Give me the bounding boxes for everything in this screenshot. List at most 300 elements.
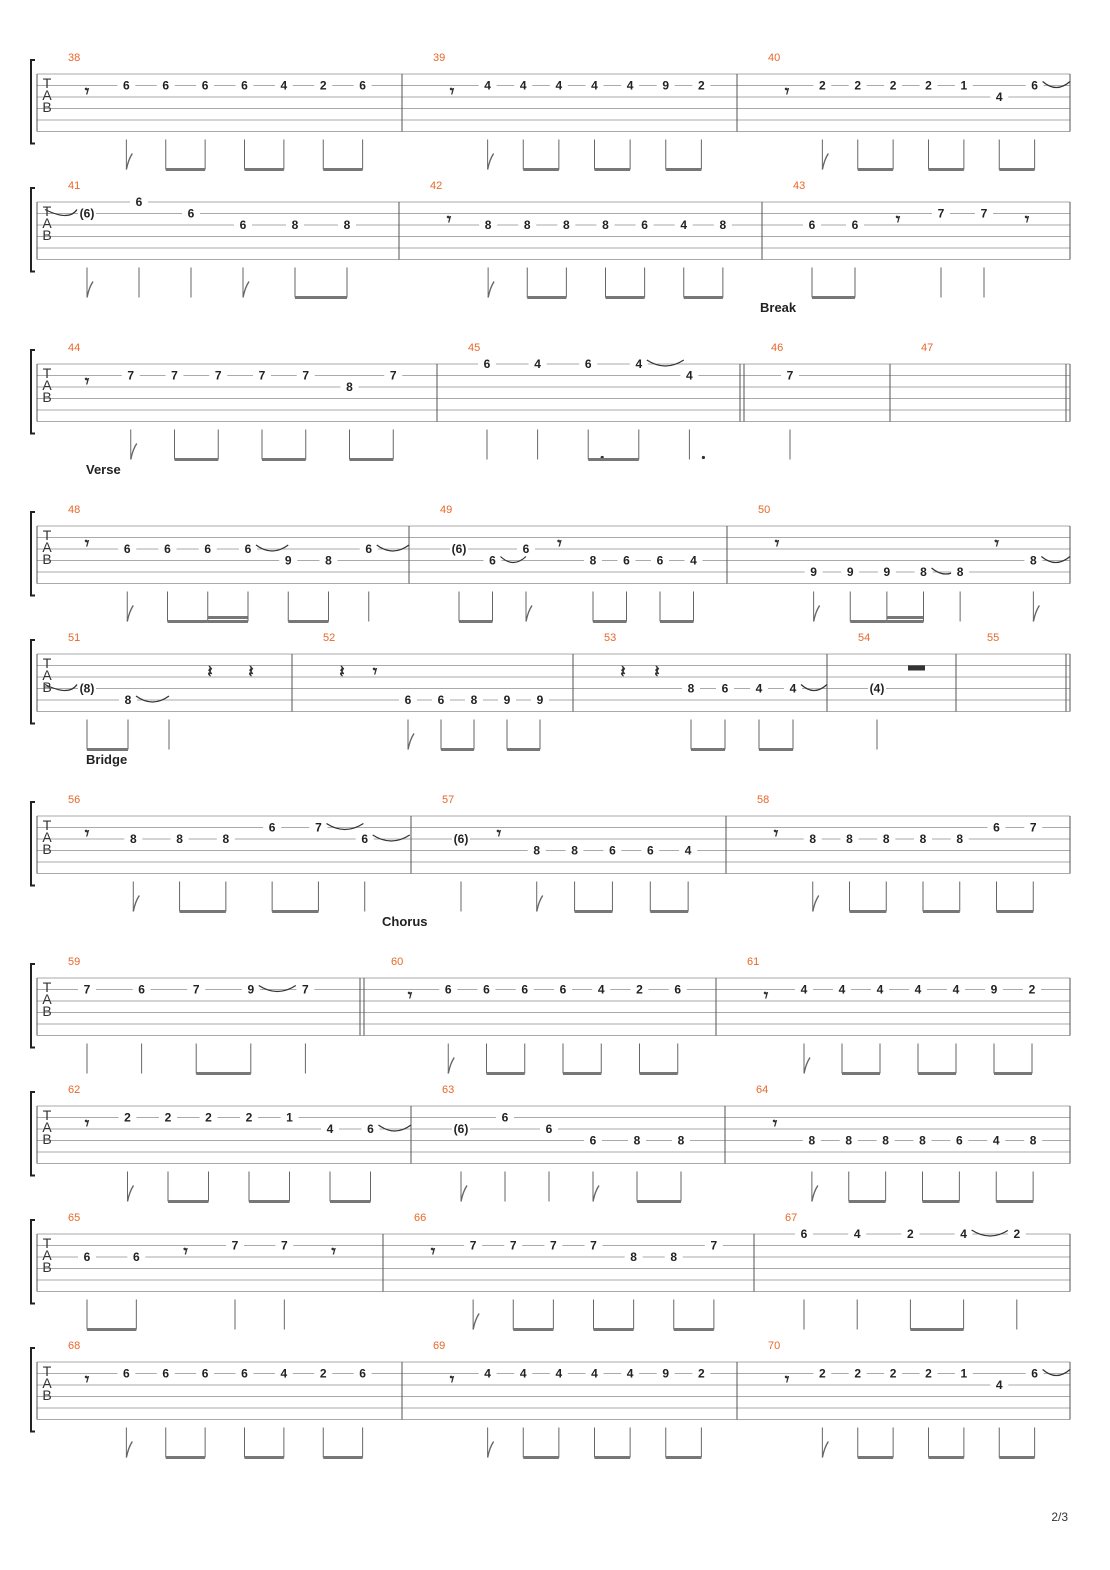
eighth-rest: 𝄾	[772, 1114, 778, 1133]
fret-number: 8	[589, 553, 597, 568]
fret-number: 4	[484, 1366, 491, 1381]
tab-clef-letter: T	[42, 1363, 52, 1379]
tab-clef-letter: T	[42, 527, 52, 543]
fret-number: 6	[162, 78, 170, 93]
quarter-rest: 𝄽	[207, 662, 213, 681]
tab-clef-letter: T	[42, 365, 52, 381]
fret-number: 6	[1031, 1366, 1038, 1381]
note-flag	[126, 1442, 132, 1458]
tab-measure	[440, 504, 727, 622]
fret-number: 6	[721, 681, 729, 696]
note-flag	[593, 1186, 599, 1202]
fret-number: 6	[437, 693, 445, 707]
measure-number: 49	[440, 504, 453, 516]
fret-number: 6	[244, 542, 252, 556]
tab-measure	[785, 1212, 1070, 1330]
tab-clef-letter: B	[42, 551, 52, 567]
tab-clef-letter: A	[42, 829, 52, 845]
eighth-rest: 𝄾	[372, 662, 378, 681]
fret-number: 2	[1028, 982, 1036, 997]
fret-number: 6	[993, 820, 1000, 835]
tab-measure	[37, 342, 437, 460]
fret-number: 7	[315, 820, 322, 835]
tie-arc	[136, 696, 169, 702]
eighth-rest: 𝄾	[774, 534, 780, 553]
eighth-rest: 𝄾	[496, 824, 502, 843]
tab-clef-letter: A	[42, 991, 52, 1007]
tab-system	[31, 1084, 1070, 1202]
measure-number: 56	[68, 794, 81, 806]
tab-system	[31, 180, 1070, 298]
eighth-rest: 𝄾	[784, 1370, 790, 1389]
note-flag	[131, 444, 137, 460]
tab-clef-letter: A	[42, 1119, 52, 1135]
fret-number: 8	[630, 1250, 637, 1264]
tie-arc	[373, 835, 410, 841]
fret-number: 6	[609, 843, 616, 858]
system-brace	[31, 1348, 35, 1432]
tab-measure	[858, 632, 956, 750]
tab-measure	[364, 956, 716, 1074]
fret-number: 6	[268, 820, 276, 835]
tab-clef-letter: B	[42, 1131, 52, 1147]
fret-number: 6	[444, 982, 452, 997]
fret-number: 7	[937, 206, 945, 221]
fret-number: 6	[559, 982, 567, 997]
eighth-rest: 𝄾	[84, 82, 90, 101]
note-flag	[822, 154, 828, 170]
fret-number: 4	[690, 553, 697, 568]
tie-arc	[1043, 82, 1070, 88]
measure-number: 53	[604, 632, 617, 644]
fret-number: 7	[280, 1238, 288, 1253]
measure-number: 43	[793, 180, 806, 192]
note-flag	[448, 1058, 454, 1074]
tab-clef-letter: B	[42, 679, 52, 695]
tab-clef-letter: B	[42, 99, 52, 115]
fret-number: 8	[919, 1133, 926, 1148]
fret-number: 4	[519, 1366, 527, 1381]
eighth-rest: 𝄾	[84, 824, 90, 843]
tab-clef-letter: A	[42, 1247, 52, 1263]
fret-number: (4)	[869, 681, 885, 696]
fret-number: 9	[536, 693, 544, 707]
fret-number: 8	[222, 832, 230, 846]
fret-number: 8	[846, 832, 853, 846]
section-label: Break	[760, 300, 797, 315]
fret-number: 4	[960, 1227, 967, 1241]
fret-number: 9	[990, 982, 998, 997]
fret-number: 6	[123, 78, 130, 93]
fret-number: 8	[129, 832, 137, 846]
fret-number: 2	[164, 1110, 172, 1125]
tab-clef-letter: T	[42, 75, 52, 91]
fret-number: 4	[635, 357, 643, 371]
fret-number: 8	[677, 1133, 685, 1148]
fret-number: 4	[280, 78, 288, 93]
page-number: 2/3	[1051, 1510, 1068, 1524]
tie-arc	[1043, 1370, 1070, 1376]
fret-number: 8	[1029, 1133, 1037, 1148]
fret-number: 4	[597, 982, 605, 997]
eighth-rest: 𝄾	[1024, 210, 1030, 229]
fret-number: 8	[484, 218, 492, 232]
fret-number: 9	[662, 78, 670, 93]
measure-number: 58	[757, 794, 770, 806]
eighth-rest: 𝄾	[84, 1370, 90, 1389]
fret-number: 2	[1013, 1227, 1021, 1241]
tab-measure	[37, 956, 360, 1074]
quarter-rest: 𝄽	[654, 662, 660, 681]
fret-number: 7	[786, 368, 794, 383]
eighth-rest: 𝄾	[557, 534, 562, 553]
fret-number: 8	[809, 832, 817, 846]
fret-number: 6	[521, 982, 529, 997]
fret-number: 6	[123, 1366, 130, 1381]
measure-number: 48	[68, 504, 81, 516]
fret-number: 8	[1030, 553, 1037, 568]
note-flag	[814, 606, 820, 622]
fret-number: 6	[164, 542, 171, 556]
measure-number: 40	[768, 52, 781, 64]
tab-clef-letter: A	[42, 539, 52, 555]
note-flag	[126, 154, 132, 170]
fret-number: 9	[846, 565, 854, 579]
tab-measure	[433, 52, 737, 170]
tab-measure	[756, 1084, 1070, 1202]
fret-number: 8	[346, 380, 353, 394]
measure-number: 42	[430, 180, 443, 192]
system-brace	[31, 188, 35, 272]
measure-number: 55	[987, 632, 1000, 644]
note-flag	[473, 1314, 479, 1330]
fret-number: 7	[590, 1238, 597, 1253]
fret-number: 8	[325, 553, 332, 568]
fret-number: 4	[591, 1366, 598, 1381]
fret-number: 6	[123, 542, 131, 556]
fret-number: 6	[201, 78, 209, 93]
fret-number: 6	[483, 982, 490, 997]
section-label: Verse	[86, 462, 121, 477]
measure-number: 46	[771, 342, 784, 354]
tie-arc	[256, 545, 288, 551]
fret-number: 7	[127, 368, 135, 383]
fret-number: 6	[162, 1366, 170, 1381]
tie-arc	[377, 545, 409, 551]
fret-number: 8	[533, 843, 541, 858]
note-flag	[526, 606, 532, 622]
note-flag	[813, 896, 819, 912]
tab-clef-letter: B	[42, 389, 52, 405]
note-flag	[488, 1442, 494, 1458]
fret-number: 7	[302, 982, 309, 997]
tab-measure	[37, 1212, 383, 1330]
fret-number: 6	[241, 78, 248, 93]
tab-measure	[468, 342, 740, 460]
fret-number: 2	[698, 1366, 705, 1381]
system-brace	[31, 1092, 35, 1176]
measure-number: 44	[68, 342, 81, 354]
fret-number: 6	[674, 982, 682, 997]
tab-clef-letter: T	[42, 1235, 52, 1251]
quarter-rest: 𝄽	[620, 662, 626, 681]
fret-number: 6	[83, 1250, 91, 1264]
fret-number: 7	[258, 368, 266, 383]
system-brace	[31, 802, 35, 886]
fret-number: 4	[626, 78, 634, 93]
tab-measure	[430, 180, 762, 298]
tab-clef-letter: B	[42, 1003, 52, 1019]
tab-system	[31, 632, 1070, 750]
eighth-rest: 𝄾	[331, 1242, 336, 1261]
fret-number: 7	[550, 1238, 557, 1253]
measure-number: 47	[921, 342, 934, 354]
tab-measure	[37, 180, 399, 298]
fret-number: 8	[291, 218, 299, 232]
tab-measure	[37, 1084, 411, 1202]
tab-clef-letter: T	[42, 817, 52, 833]
fret-number: 8	[845, 1133, 853, 1148]
fret-number: 6	[800, 1227, 808, 1241]
quarter-rest: 𝄽	[248, 662, 254, 681]
measure-number: 68	[68, 1340, 81, 1352]
fret-number: 8	[602, 218, 609, 232]
measure-number: 50	[758, 504, 771, 516]
fret-number: 9	[883, 565, 891, 579]
measure-number: 63	[442, 1084, 455, 1096]
fret-number: 8	[571, 843, 578, 858]
fret-number: 7	[83, 982, 91, 997]
fret-number: (6)	[451, 542, 467, 556]
fret-number: 4	[789, 681, 797, 696]
tab-clef-letter: A	[42, 667, 52, 683]
eighth-rest: 𝄾	[449, 82, 455, 101]
tab-system	[31, 752, 1070, 912]
tab-measure	[442, 794, 726, 912]
note-flag	[812, 1186, 818, 1202]
fret-number: 2	[245, 1110, 253, 1125]
tab-measure	[747, 956, 1070, 1074]
fret-number: 6	[656, 553, 664, 568]
fret-number: 2	[698, 78, 705, 93]
fret-number: 2	[925, 1366, 932, 1381]
tab-measure	[37, 504, 409, 622]
tab-measure	[323, 632, 573, 750]
fret-number: 4	[326, 1122, 334, 1136]
measure-number: 62	[68, 1084, 81, 1096]
fret-number: 9	[284, 553, 292, 568]
tie-arc	[1041, 557, 1070, 563]
eighth-rest: 𝄾	[430, 1242, 436, 1261]
fret-number: 6	[1031, 78, 1038, 93]
note-flag	[488, 154, 494, 170]
tab-measure	[757, 794, 1070, 912]
fret-number: 6	[808, 218, 816, 232]
fret-number: (6)	[79, 206, 95, 221]
fret-number: 1	[960, 1366, 968, 1381]
tab-clef-letter: T	[42, 203, 52, 219]
fret-number: 6	[241, 1366, 248, 1381]
tab-measure	[758, 504, 1070, 622]
measure-number: 38	[68, 52, 81, 64]
fret-number: 4	[995, 90, 1003, 104]
fret-number: 6	[187, 206, 195, 221]
note-flag	[87, 282, 93, 298]
tab-clef-letter: T	[42, 979, 52, 995]
fret-number: 4	[555, 1366, 563, 1381]
fret-number: 6	[956, 1133, 963, 1148]
measure-number: 51	[68, 632, 81, 644]
fret-number: 9	[503, 693, 511, 707]
fret-number: 4	[519, 78, 527, 93]
fret-number: 6	[361, 832, 369, 846]
fret-number: 6	[489, 553, 496, 568]
system-brace	[31, 60, 35, 144]
tab-system	[31, 914, 1070, 1074]
measure-number: 65	[68, 1212, 81, 1224]
fret-number: 2	[854, 78, 862, 93]
note-flag	[243, 282, 249, 298]
fret-number: 6	[135, 195, 143, 209]
fret-number: 8	[124, 693, 132, 707]
tab-measure	[768, 52, 1070, 170]
fret-number: 6	[589, 1133, 597, 1148]
fret-number: 7	[469, 1238, 477, 1253]
system-brace	[31, 512, 35, 596]
fret-number: 8	[633, 1133, 641, 1148]
system-brace	[31, 1220, 35, 1304]
tab-measure	[433, 1340, 737, 1458]
fret-number: 6	[584, 357, 592, 371]
note-flag	[1033, 606, 1039, 622]
tab-measure	[744, 342, 890, 460]
fret-number: 4	[534, 357, 541, 371]
measure-number: 59	[68, 956, 81, 968]
fret-number: 2	[636, 982, 643, 997]
tie-arc	[326, 824, 363, 830]
eighth-rest: 𝄾	[895, 210, 901, 229]
fret-number: (6)	[453, 832, 469, 846]
note-flag	[822, 1442, 828, 1458]
fret-number: 4	[838, 982, 846, 997]
fret-number: 9	[810, 565, 817, 579]
fret-number: 6	[851, 218, 859, 232]
fret-number: 1	[960, 78, 968, 93]
fret-number: 4	[914, 982, 922, 997]
fret-number: 4	[684, 843, 692, 858]
fret-number: 6	[201, 1366, 209, 1381]
fret-number: 6	[501, 1110, 509, 1125]
fret-number: 8	[670, 1250, 678, 1264]
fret-number: 2	[319, 1366, 327, 1381]
fret-number: 8	[343, 218, 351, 232]
tab-measure	[768, 1340, 1070, 1458]
note-flag	[127, 606, 133, 622]
tab-measure	[604, 632, 827, 750]
fret-number: 4	[992, 1133, 1000, 1148]
fret-number: 2	[205, 1110, 212, 1125]
fret-number: 4	[876, 982, 884, 997]
eighth-rest: 𝄾	[407, 986, 413, 1005]
tab-clef-letter: A	[42, 87, 52, 103]
fret-number: 8	[563, 218, 570, 232]
section-label: Bridge	[86, 752, 128, 767]
note-flag	[488, 282, 494, 298]
eighth-rest: 𝄾	[784, 82, 790, 101]
fret-number: 4	[484, 78, 491, 93]
measure-number: 69	[433, 1340, 446, 1352]
fret-number: 2	[907, 1227, 914, 1241]
measure-number: 67	[785, 1212, 798, 1224]
fret-number: 8	[956, 565, 964, 579]
fret-number: 4	[995, 1378, 1003, 1392]
tab-measure	[793, 180, 1070, 298]
measure-number: 64	[756, 1084, 769, 1096]
tab-system	[31, 1212, 1070, 1330]
fret-number: 6	[138, 982, 145, 997]
fret-number: 8	[956, 832, 964, 846]
tab-measure	[414, 1212, 754, 1330]
fret-number: 6	[646, 843, 654, 858]
fret-number: 4	[686, 368, 693, 383]
system-brace	[31, 640, 35, 724]
tab-measure	[37, 632, 292, 750]
tab-system	[31, 52, 1070, 170]
fret-number: 8	[176, 832, 183, 846]
eighth-rest: 𝄾	[84, 534, 90, 553]
fret-number: 2	[854, 1366, 862, 1381]
fret-number: 4	[680, 218, 688, 232]
eighth-rest: 𝄾	[84, 372, 90, 391]
eighth-rest: 𝄾	[183, 1242, 188, 1261]
fret-number: 2	[819, 1366, 826, 1381]
measure-number: 39	[433, 52, 446, 64]
fret-number: (6)	[453, 1122, 469, 1136]
fret-number: 8	[470, 693, 478, 707]
fret-number: 7	[231, 1238, 239, 1253]
fret-number: 2	[889, 1366, 897, 1381]
tab-clef-letter: T	[42, 1107, 52, 1123]
fret-number: 7	[171, 368, 178, 383]
measure-number: 60	[391, 956, 404, 968]
fret-number: 6	[522, 542, 530, 556]
fret-number: 6	[132, 1250, 140, 1264]
fret-number: 7	[980, 206, 988, 221]
fret-number: 6	[641, 218, 648, 232]
tab-clef-letter: B	[42, 1259, 52, 1275]
fret-number: 4	[853, 1227, 861, 1241]
tab-measure	[442, 1084, 725, 1202]
fret-number: 7	[509, 1238, 517, 1253]
system-brace	[31, 964, 35, 1048]
fret-number: 6	[404, 693, 412, 707]
tab-measure	[37, 52, 402, 170]
fret-number: 4	[280, 1366, 288, 1381]
fret-number: 7	[1029, 820, 1037, 835]
fret-number: 4	[755, 681, 763, 696]
tab-measure	[37, 1340, 402, 1458]
fret-number: 6	[623, 553, 630, 568]
fret-number: 4	[626, 1366, 634, 1381]
fret-number: 6	[367, 1122, 374, 1136]
tab-clef-letter: T	[42, 655, 52, 671]
fret-number: 2	[925, 78, 932, 93]
tab-system	[31, 300, 1070, 460]
measure-number: 61	[747, 956, 760, 968]
fret-number: 8	[808, 1133, 816, 1148]
fret-number: 6	[204, 542, 212, 556]
tie-arc	[259, 986, 296, 992]
